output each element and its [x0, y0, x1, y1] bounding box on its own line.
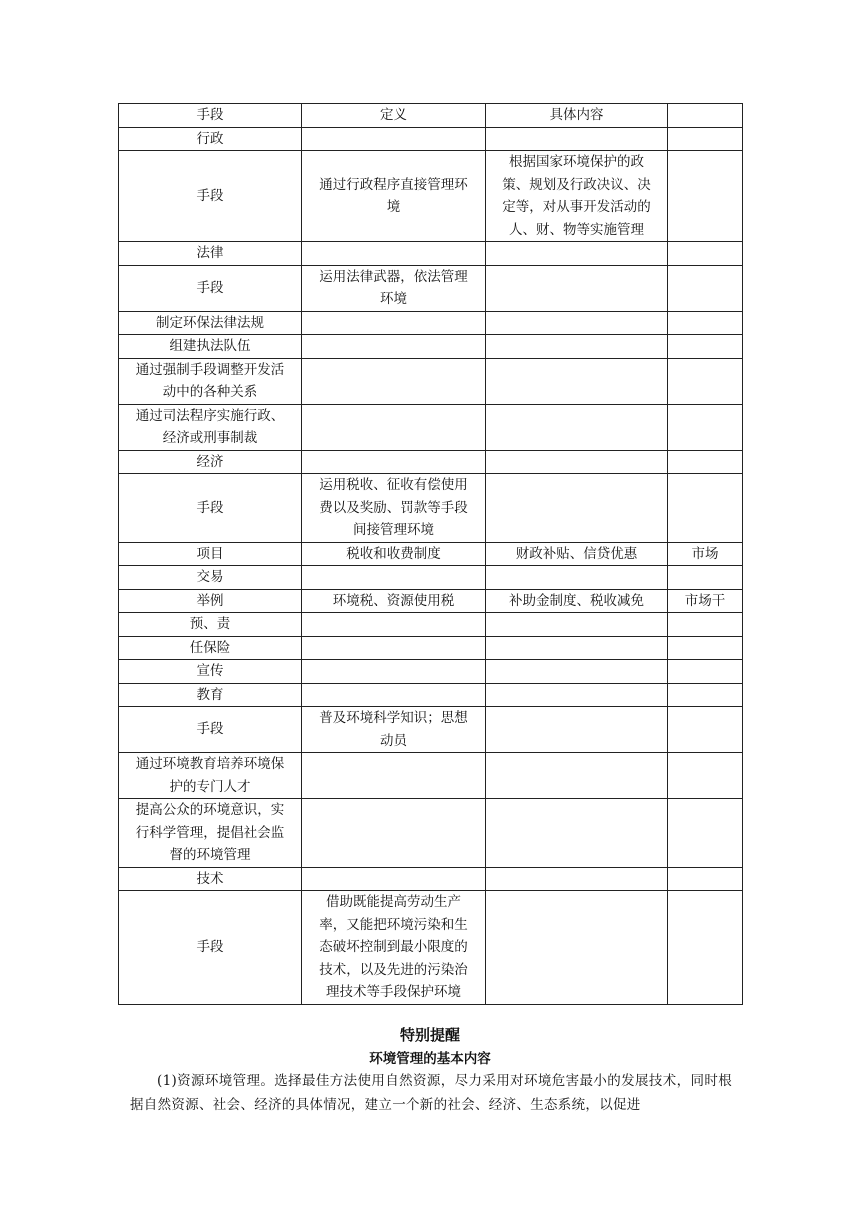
table-cell: [486, 753, 668, 799]
table-cell: 任保险: [119, 636, 302, 660]
table-row: [119, 891, 743, 1005]
table-cell: 运用税收、征收有偿使用 费以及奖励、罚款等手段 间接管理环境: [302, 474, 486, 543]
table-cell: [302, 753, 486, 799]
table-cell: [302, 566, 486, 590]
table-cell: [486, 335, 668, 359]
table-row: [119, 335, 743, 359]
table-cell: 手段: [119, 265, 302, 311]
table-row: [119, 566, 743, 590]
table-cell: [302, 404, 486, 450]
table-cell: 市场: [668, 542, 743, 566]
table-row: [119, 589, 743, 613]
table-row: [119, 707, 743, 753]
table-row: [119, 311, 743, 335]
table-cell: 补助金制度、税收减免: [486, 589, 668, 613]
table-cell: [302, 660, 486, 684]
table-cell: [486, 707, 668, 753]
table-cell: [486, 683, 668, 707]
table-cell: 根据国家环境保护的政 策、规划及行政决议、决 定等，对从事开发活动的 人、财、物等实施管理: [486, 151, 668, 242]
table-row: [119, 450, 743, 474]
table-cell: [668, 867, 743, 891]
table-cell: [668, 151, 743, 242]
table-cell: [486, 358, 668, 404]
table-cell: [302, 683, 486, 707]
table-row: [119, 799, 743, 868]
table-cell: [668, 474, 743, 543]
table-cell: [668, 358, 743, 404]
table-cell: 预、责: [119, 613, 302, 637]
table-row: [119, 358, 743, 404]
body-paragraph: (1)资源环境管理。选择最佳方法使用自然资源，尽力采用对环境危害最小的发展技术，同时根据自然资源、社会、经济的具体情况，建立一个新的社会、经济、生态系统，以促进: [130, 1073, 732, 1113]
table-cell: [668, 707, 743, 753]
notice-title: 特别提醒: [399, 1026, 460, 1044]
table-row: [119, 867, 743, 891]
table-cell: 具体内容: [486, 104, 668, 128]
table-cell: 行政: [119, 127, 302, 151]
table-cell: [302, 799, 486, 868]
table-cell: 手段: [119, 474, 302, 543]
table-cell: 法律: [119, 242, 302, 266]
table-cell: [302, 450, 486, 474]
table-cell: [486, 474, 668, 543]
table-cell: [486, 242, 668, 266]
table-cell: 通过强制手段调整开发活 动中的各种关系: [119, 358, 302, 404]
table-cell: [668, 335, 743, 359]
table-cell: [486, 660, 668, 684]
table-cell: [668, 799, 743, 868]
table-row: [119, 404, 743, 450]
table-cell: 借助既能提高劳动生产 率，又能把环境污染和生 态破坏控制到最小限度的 技术，以及先进的污染治 理技术等手段保护环境: [302, 891, 486, 1005]
table-cell: [486, 566, 668, 590]
table-cell: [668, 127, 743, 151]
table-cell: [668, 104, 743, 128]
table-cell: 交易: [119, 566, 302, 590]
table-cell: 宣传: [119, 660, 302, 684]
table-row: [119, 683, 743, 707]
table-cell: 通过环境教育培养环境保 护的专门人才: [119, 753, 302, 799]
table-row: [119, 104, 743, 128]
table-row: [119, 753, 743, 799]
table-cell: [668, 311, 743, 335]
table-cell: [486, 613, 668, 637]
content-table: [118, 103, 743, 1005]
table-cell: [668, 683, 743, 707]
table-cell: 手段: [119, 151, 302, 242]
table-cell: [486, 311, 668, 335]
table-row: [119, 542, 743, 566]
table-cell: 项目: [119, 542, 302, 566]
table-row: [119, 151, 743, 242]
table-cell: [486, 891, 668, 1005]
table-row: [119, 660, 743, 684]
table-row: [119, 613, 743, 637]
table-cell: [668, 566, 743, 590]
table-cell: 手段: [119, 104, 302, 128]
table-cell: 市场干: [668, 589, 743, 613]
table-cell: 手段: [119, 891, 302, 1005]
table-cell: [486, 127, 668, 151]
table-cell: 通过司法程序实施行政、 经济或刑事制裁: [119, 404, 302, 450]
table-row: [119, 265, 743, 311]
table-cell: [302, 335, 486, 359]
table-cell: 提高公众的环境意识，实 行科学管理，提倡社会监 督的环境管理: [119, 799, 302, 868]
table-cell: 举例: [119, 589, 302, 613]
table-cell: 组建执法队伍: [119, 335, 302, 359]
table-cell: [668, 660, 743, 684]
table-cell: 定义: [302, 104, 486, 128]
table-cell: [302, 636, 486, 660]
table-cell: [486, 867, 668, 891]
table-row: [119, 474, 743, 543]
table-cell: [302, 127, 486, 151]
table-cell: 技术: [119, 867, 302, 891]
table-row: [119, 127, 743, 151]
table-cell: [668, 636, 743, 660]
table-row: [119, 636, 743, 660]
table-cell: 制定环保法律法规: [119, 311, 302, 335]
table-cell: [302, 358, 486, 404]
table-cell: 通过行政程序直接管理环 境: [302, 151, 486, 242]
table-cell: [668, 242, 743, 266]
table-cell: [668, 450, 743, 474]
table-cell: [302, 613, 486, 637]
table-cell: [302, 311, 486, 335]
table-body: [119, 104, 743, 1005]
notice-subtitle: 环境管理的基本内容: [369, 1051, 491, 1067]
table-cell: [302, 867, 486, 891]
table-cell: [668, 404, 743, 450]
table-cell: [486, 404, 668, 450]
table-row: [119, 242, 743, 266]
table-cell: 财政补贴、信贷优惠: [486, 542, 668, 566]
table-cell: [668, 265, 743, 311]
table-cell: [486, 265, 668, 311]
table-cell: [486, 799, 668, 868]
table-cell: [486, 450, 668, 474]
table-cell: 手段: [119, 707, 302, 753]
table-cell: 环境税、资源使用税: [302, 589, 486, 613]
table-cell: [668, 753, 743, 799]
table-cell: 税收和收费制度: [302, 542, 486, 566]
table-cell: 教育: [119, 683, 302, 707]
table-cell: [486, 636, 668, 660]
table-cell: [668, 891, 743, 1005]
table-cell: 运用法律武器，依法管理 环境: [302, 265, 486, 311]
table-cell: [302, 242, 486, 266]
table-cell: 普及环境科学知识；思想 动员: [302, 707, 486, 753]
table-cell: 经济: [119, 450, 302, 474]
table-cell: [668, 613, 743, 637]
